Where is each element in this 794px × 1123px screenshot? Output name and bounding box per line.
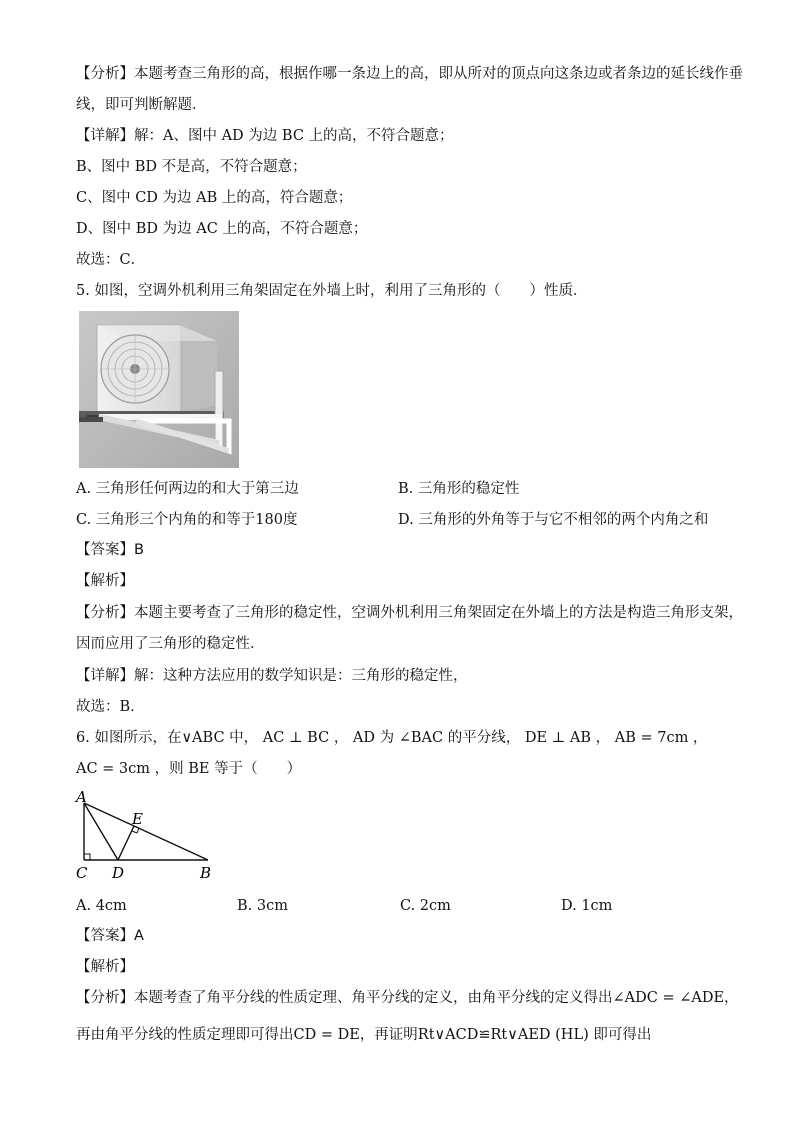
- q6-analysis-line-2: 再由角平分线的性质定理即可得出CD = DE，再证明Rt∨ACD≌Rt∨AED (HL) 即可得出: [76, 1027, 652, 1043]
- label-b: B: [200, 864, 212, 882]
- q6-option-c: C. 2cm: [400, 898, 451, 914]
- q5-option-c: C. 三角形三个内角的和等于180度: [76, 512, 298, 528]
- q6-analysis-line-1: 【分析】本题考查了角平分线的性质定理、角平分线的定义，由角平分线的定义得出∠ADC = ∠ADE，: [76, 990, 739, 1006]
- q4-choice: 故选：C．: [76, 252, 146, 268]
- q6-option-d: D. 1cm: [561, 898, 613, 914]
- label-c: C: [76, 864, 88, 882]
- q4-detail-line-4: D、图中 BD 为边 AC 上的高，不符合题意；: [76, 221, 368, 237]
- q6-option-b: B. 3cm: [237, 898, 288, 914]
- q5-option-a: A. 三角形任何两边的和大于第三边: [76, 481, 299, 497]
- triangle-figure: [70, 786, 220, 886]
- q5-choice: 故选：B．: [76, 699, 145, 715]
- q4-detail-line-3: C、图中 CD 为边 AB 上的高，符合题意；: [76, 190, 353, 206]
- q5-answer: 【答案】B: [76, 542, 144, 558]
- q6-stem-line-1: 6. 如图所示，在∨ABC 中， AC ⊥ BC ， AD 为 ∠BAC 的平分线， DE ⊥ AB ， AB = 7cm ，: [76, 730, 708, 746]
- q5-analysis-line-1: 【分析】本题主要考查了三角形的稳定性，空调外机利用三角架固定在外墙上的方法是构造三角形支架，: [76, 605, 743, 621]
- q4-detail-line-2: B、图中 BD 不是高，不符合题意；: [76, 159, 307, 175]
- q4-detail-line-1: 【详解】解：A、图中 AD 为边 BC 上的高，不符合题意；: [76, 128, 454, 144]
- q6-analysis-label: 【解析】: [76, 959, 134, 975]
- q5-option-d: D. 三角形的外角等于与它不相邻的两个内角之和: [398, 512, 709, 528]
- q6-option-a: A. 4cm: [76, 898, 127, 914]
- q5-detail: 【详解】解：这种方法应用的数学知识是：三角形的稳定性，: [76, 668, 468, 684]
- q6-stem-line-2: AC = 3cm ，则 BE 等于（ ）: [76, 761, 302, 777]
- label-a: A: [76, 788, 87, 806]
- q6-answer: 【答案】A: [76, 928, 144, 944]
- q5-analysis-line-2: 因而应用了三角形的稳定性．: [76, 636, 265, 652]
- label-d: D: [112, 864, 125, 882]
- q5-option-b: B. 三角形的稳定性: [398, 481, 520, 497]
- q4-analysis-line-1: 【分析】本题考查三角形的高，根据作哪一条边上的高，即从所对的顶点向这条边或者条边的延长线作垂: [76, 66, 743, 82]
- label-e: E: [132, 810, 143, 828]
- q5-analysis-label: 【解析】: [76, 573, 134, 589]
- air-conditioner-photo: [79, 311, 239, 468]
- q5-stem: 5. 如图，空调外机利用三角架固定在外墙上时，利用了三角形的（ ）性质．: [76, 283, 588, 299]
- q4-analysis-line-2: 线，即可判断解题．: [76, 97, 207, 113]
